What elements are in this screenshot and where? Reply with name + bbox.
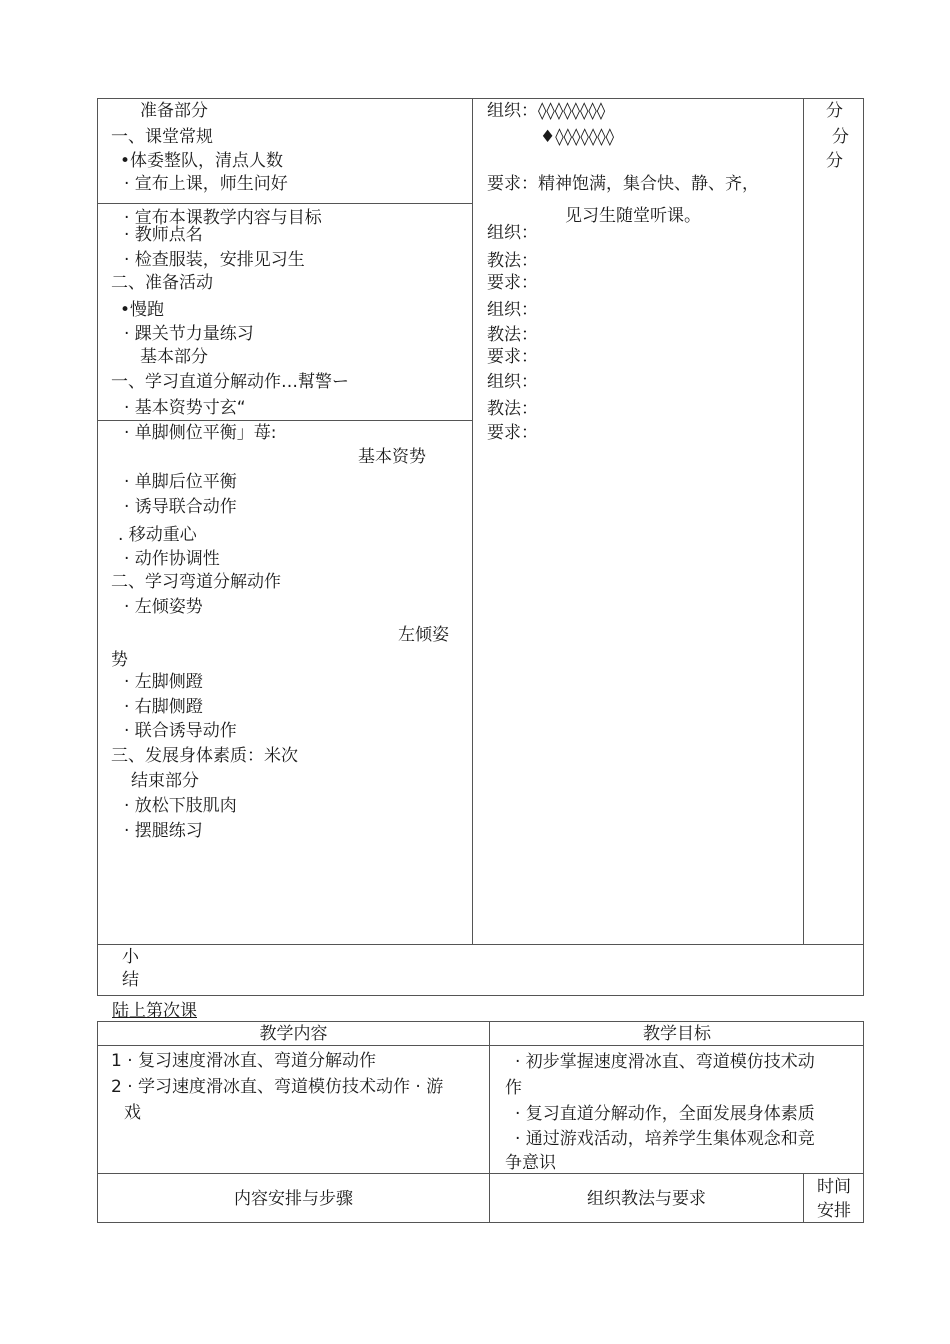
middle-line-3: 要求：精神饱满，集合快、静、齐，	[487, 174, 759, 194]
row-divider-left-2	[97, 420, 473, 421]
left-line-8: 二、准备活动	[111, 273, 213, 293]
left-line-13: · 基本资势寸玄“	[124, 398, 246, 418]
left-line-26: · 联合诱导动作	[124, 721, 237, 741]
left-line-29: · 放松下肢肌肉	[124, 796, 237, 816]
content-line-3: 戏	[124, 1103, 141, 1123]
left-line-24: · 左脚侧蹬	[124, 672, 203, 692]
footer-organization-methods: 组织教法与要求	[587, 1189, 706, 1209]
summary-label-1: 小	[122, 947, 139, 967]
bt-bottom-border	[97, 1222, 864, 1223]
right-border	[863, 98, 864, 996]
middle-line-12: 教法：	[487, 399, 538, 419]
bottom-border	[97, 995, 864, 996]
bt-header-divider	[97, 1045, 864, 1046]
left-line-19: · 动作协调性	[124, 549, 220, 569]
left-line-1: 准备部分	[140, 101, 208, 121]
footer-time-line-2: 安排	[817, 1201, 851, 1221]
left-line-11: 基本部分	[140, 347, 208, 367]
column-divider-2	[803, 98, 804, 944]
bt-top-border	[97, 1021, 864, 1022]
left-line-6: · 教师点名	[124, 225, 203, 245]
middle-line-1: 组织：◊◊◊◊◊◊◊◊	[487, 101, 606, 121]
left-border	[97, 98, 98, 996]
goal-line-5: 争意识	[505, 1153, 556, 1173]
row-divider-summary	[97, 944, 864, 945]
footer-time-line-1: 时间	[817, 1177, 851, 1197]
right-line-1: 分	[826, 101, 843, 121]
header-teaching-content: 教学内容	[259, 1024, 328, 1044]
right-line-3: 分	[826, 151, 843, 171]
left-line-5: · 宣布本课教学内容与目标	[124, 208, 322, 228]
left-line-17: · 诱导联合动作	[124, 497, 237, 517]
middle-line-9: 教法：	[487, 325, 538, 345]
left-line-28: 结束部分	[131, 771, 199, 791]
middle-line-2: ♦◊◊◊◊◊◊◊	[540, 127, 615, 147]
middle-line-7: 要求：	[487, 273, 538, 293]
left-line-27: 三、发展身体素质：米次	[111, 746, 298, 766]
middle-line-6: 教法：	[487, 251, 538, 271]
content-line-1: 1 · 复习速度滑冰直、弯道分解动作	[111, 1051, 377, 1071]
middle-line-5: 组织：	[487, 223, 538, 243]
footer-content-steps: 内容安排与步骤	[234, 1189, 353, 1209]
left-line-9: •慢跑	[120, 300, 165, 320]
left-line-10: · 踝关节力量练习	[124, 324, 254, 344]
goal-line-2: 作	[505, 1078, 522, 1098]
left-line-2: 一、课堂常规	[111, 127, 213, 147]
row-divider-left-1	[97, 203, 473, 204]
left-line-4: · 宣布上课，师生问好	[124, 174, 288, 194]
middle-line-4: 见习生随堂听课。	[565, 206, 701, 226]
middle-line-10: 要求：	[487, 347, 538, 367]
left-line-20: 二、学习弯道分解动作	[111, 572, 281, 592]
left-line-14: · 单脚侧位平衡」苺:	[124, 423, 277, 443]
top-table	[97, 98, 864, 996]
right-line-2: 分	[832, 127, 849, 147]
column-divider-1	[472, 98, 473, 944]
left-line-18: . 移动重心	[118, 525, 197, 545]
left-line-7: · 检查服装，安排见习生	[124, 250, 305, 270]
left-line-16: · 单脚后位平衡	[124, 472, 237, 492]
left-line-21: · 左倾姿势	[124, 597, 203, 617]
top-border	[97, 98, 864, 99]
bt-footer-divider	[97, 1173, 864, 1174]
left-line-30: · 摆腿练习	[124, 821, 203, 841]
left-line-12: 一、学习直道分解动作…幫警ー	[111, 372, 349, 392]
content-line-2: 2 · 学习速度滑冰直、弯道模仿技术动作 · 游	[111, 1077, 444, 1097]
left-line-15: 基本资势	[358, 447, 426, 467]
middle-line-11: 组织：	[487, 372, 538, 392]
goal-line-4: · 通过游戏活动，培养学生集体观念和竞	[515, 1129, 815, 1149]
header-teaching-goals: 教学目标	[643, 1024, 711, 1044]
lesson-title: 陆上第次课	[112, 1001, 197, 1021]
left-line-25: · 右脚侧蹬	[124, 697, 203, 717]
middle-line-13: 要求：	[487, 423, 538, 443]
goal-line-3: · 复习直道分解动作，全面发展身体素质	[515, 1104, 815, 1124]
middle-line-8: 组织：	[487, 300, 538, 320]
left-line-23: 势	[111, 650, 128, 670]
left-line-22: 左倾姿	[398, 625, 449, 645]
left-line-3: •体委整队，清点人数	[120, 151, 284, 171]
goal-line-1: · 初步掌握速度滑冰直、弯道模仿技术动	[515, 1052, 815, 1072]
summary-label-2: 结	[122, 970, 139, 990]
